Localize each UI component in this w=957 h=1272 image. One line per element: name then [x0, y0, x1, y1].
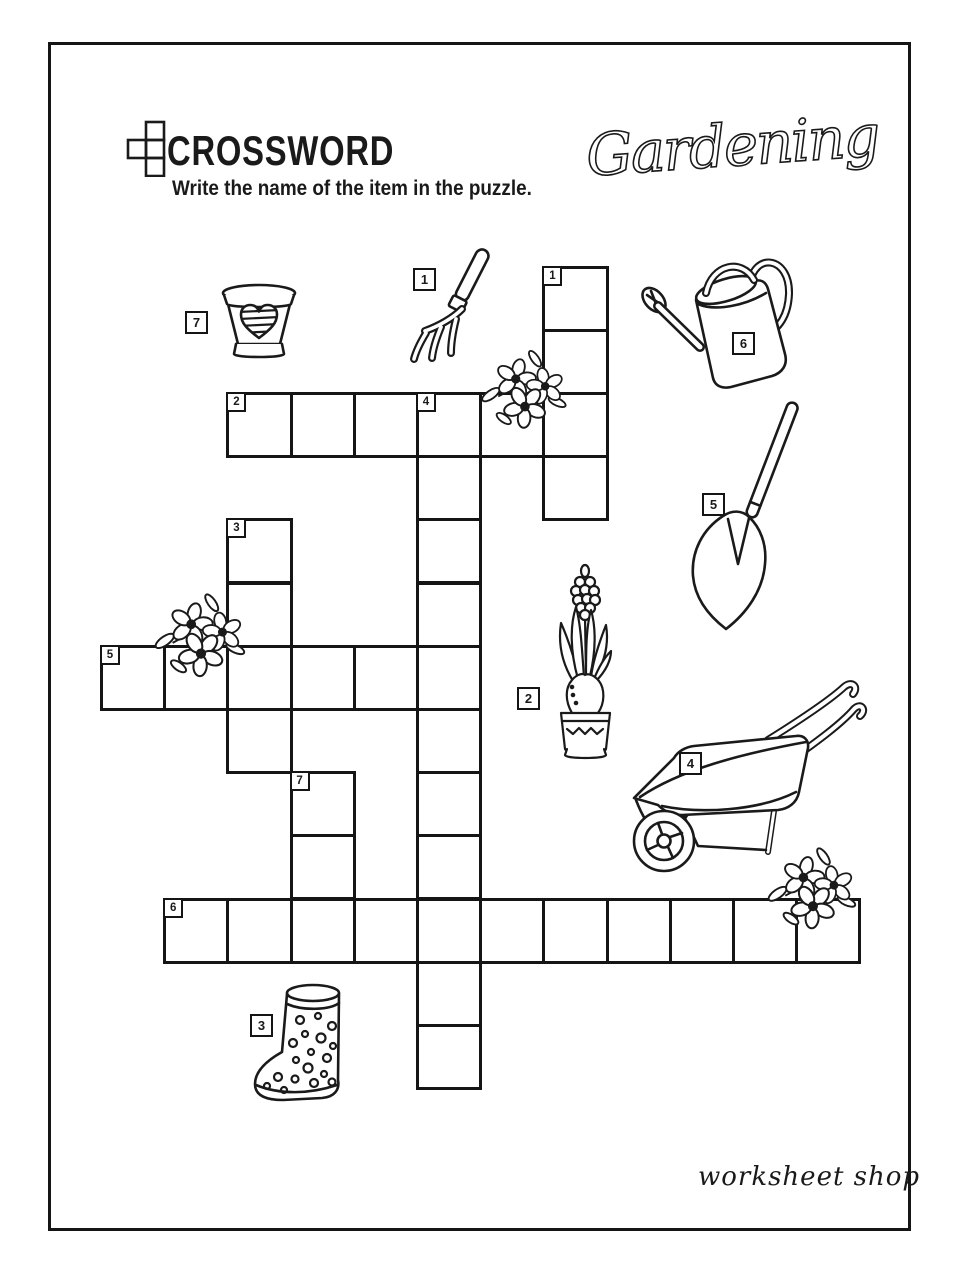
flower-cluster-icon	[478, 342, 570, 438]
grid-cell[interactable]	[479, 898, 545, 964]
grid-cell[interactable]	[542, 455, 608, 521]
grid-cell[interactable]	[290, 898, 356, 964]
grid-cell[interactable]	[416, 961, 482, 1027]
clue-number-1: 1	[542, 266, 562, 286]
grid-cell[interactable]	[416, 518, 482, 584]
flower-cluster-icon	[762, 846, 862, 932]
grid-cell[interactable]	[353, 898, 419, 964]
theme-title: Gardening	[583, 101, 881, 190]
grid-cell[interactable]	[416, 834, 482, 900]
grid-cell[interactable]	[290, 392, 356, 458]
item-label-boot: 3	[250, 1014, 273, 1037]
grid-cell[interactable]	[416, 708, 482, 774]
grid-cell[interactable]	[669, 898, 735, 964]
clue-number-4: 4	[416, 392, 436, 412]
shovel-icon	[678, 398, 813, 633]
grid-cell[interactable]	[290, 645, 356, 711]
instructions-text: Write the name of the item in the puzzle.	[172, 177, 532, 200]
item-label-fork: 1	[413, 268, 436, 291]
item-label-watering-can: 6	[732, 332, 755, 355]
clue-number-3: 3	[226, 518, 246, 538]
page-title: CROSSWORD	[167, 127, 395, 174]
flower-cluster-icon	[148, 592, 252, 680]
crossword-grid-icon	[126, 119, 166, 182]
item-label-pot: 7	[185, 311, 208, 334]
grid-cell[interactable]	[226, 708, 292, 774]
item-label-wheelbarrow: 4	[679, 752, 702, 775]
grid-cell[interactable]	[416, 582, 482, 648]
grid-cell[interactable]	[416, 898, 482, 964]
clue-number-7: 7	[290, 771, 310, 791]
brand-signature: worksheet shop	[698, 1162, 921, 1192]
grid-cell[interactable]	[416, 455, 482, 521]
grid-cell[interactable]	[542, 898, 608, 964]
grid-cell[interactable]	[416, 645, 482, 711]
clue-number-6: 6	[163, 898, 183, 918]
item-label-plant: 2	[517, 687, 540, 710]
grid-cell[interactable]	[353, 645, 419, 711]
grid-cell[interactable]	[606, 898, 672, 964]
rain-boot-icon	[248, 980, 368, 1105]
grid-cell[interactable]	[416, 771, 482, 837]
watering-can-icon	[638, 248, 798, 390]
grid-cell[interactable]	[226, 898, 292, 964]
grid-cell[interactable]	[353, 392, 419, 458]
clue-number-5: 5	[100, 645, 120, 665]
clue-number-2: 2	[226, 392, 246, 412]
flower-pot-icon	[218, 281, 300, 366]
grid-cell[interactable]	[416, 1024, 482, 1090]
grid-cell[interactable]	[290, 834, 356, 900]
hyacinth-plant-icon	[548, 563, 623, 763]
item-label-shovel: 5	[702, 493, 725, 516]
